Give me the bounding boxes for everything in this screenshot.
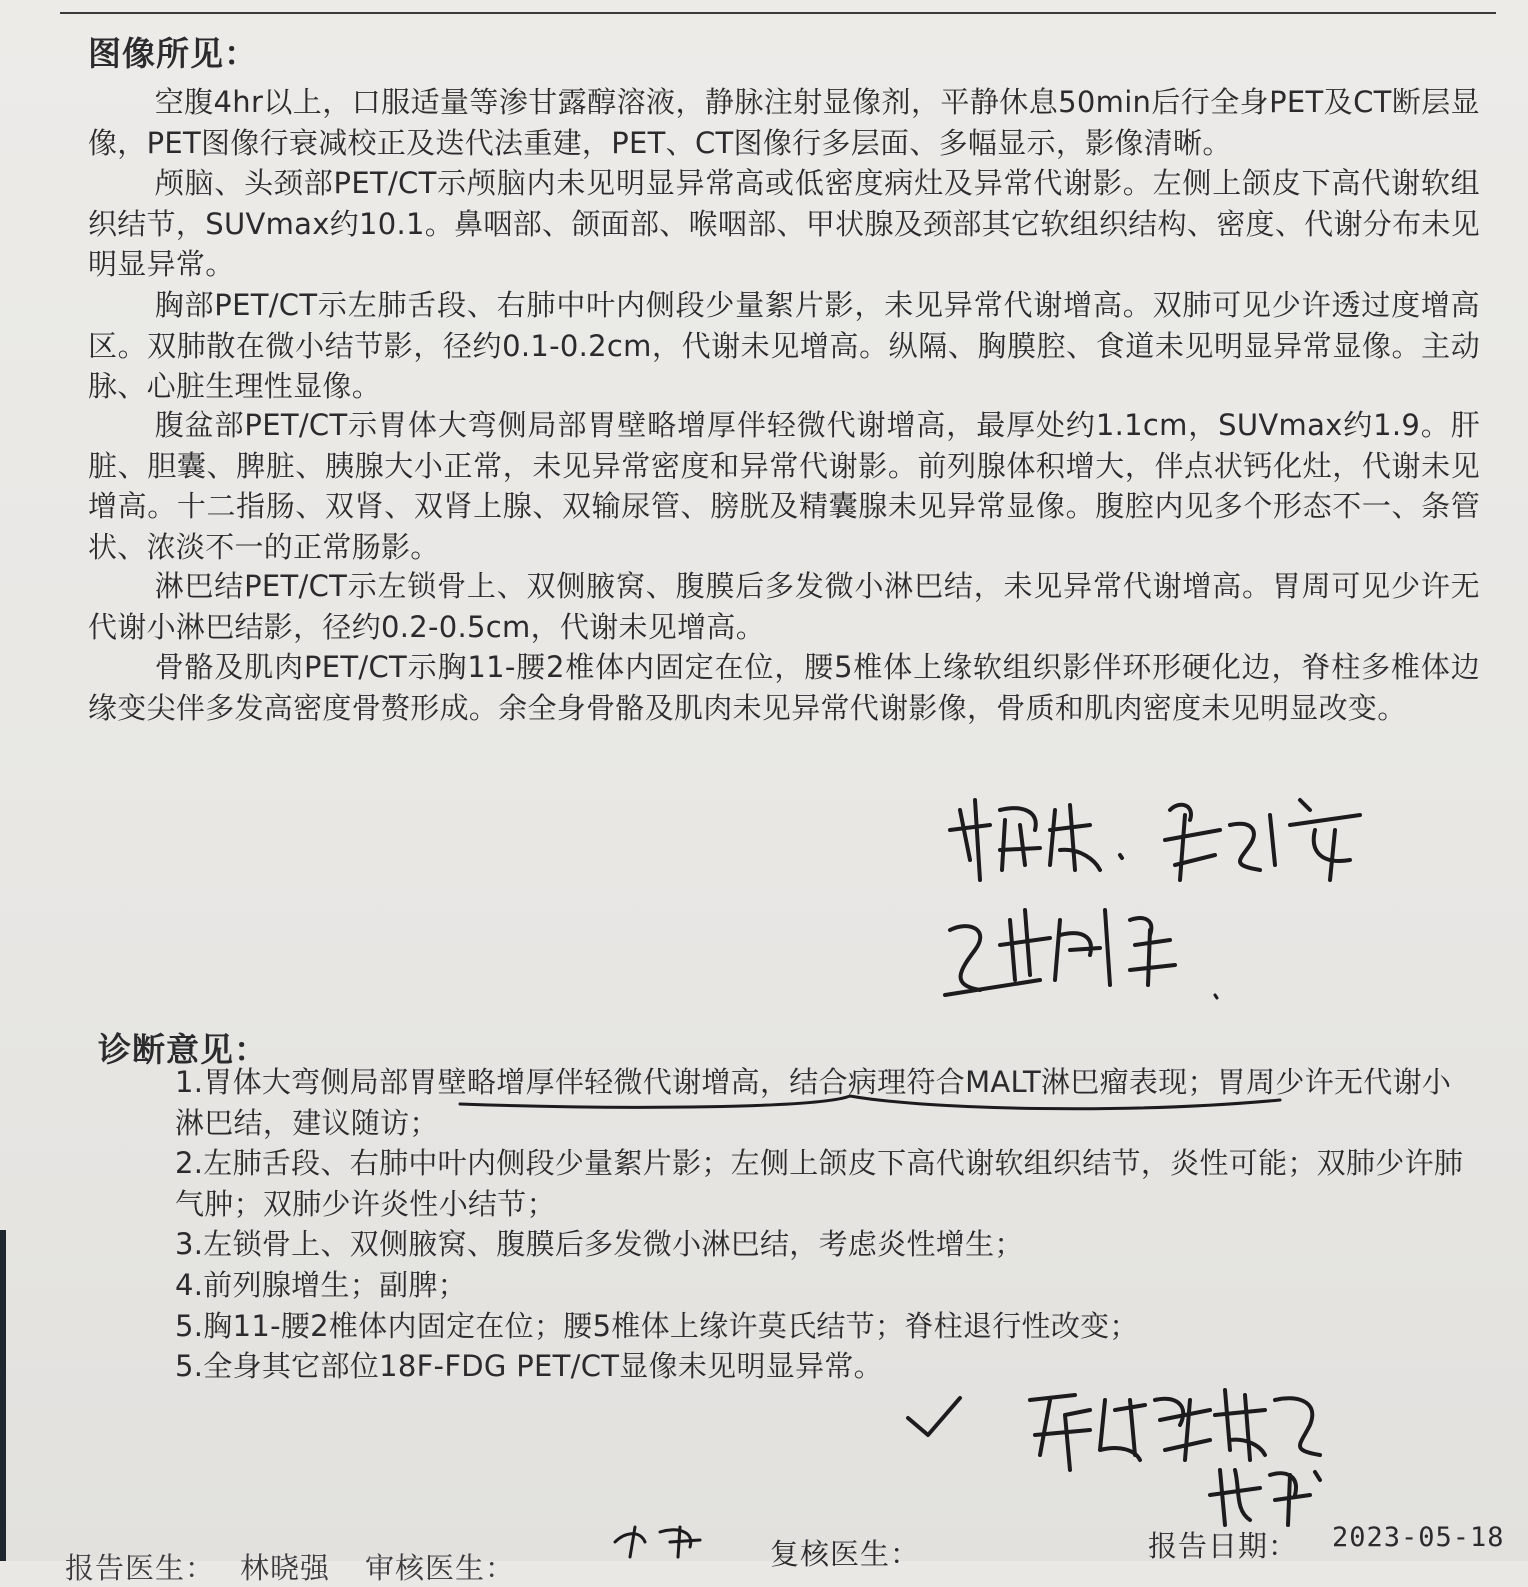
report-date: 2023-05-18 — [1332, 1522, 1505, 1553]
top-rule — [60, 12, 1496, 14]
findings-paragraph-head-neck: 颅脑、头颈部PET/CT示颅脑内未见明显异常高或低密度病灶及异常代谢影。左侧上颌皮下高代谢软组织结节，SUVmax约10.1。鼻咽部、颌面部、喉咽部、甲状腺及颈部其它软组织结构、密度、代谢分布未见明显异常。 — [88, 166, 1480, 282]
diagnosis-item-4: 4.前列腺增生；副脾； — [175, 1267, 467, 1302]
review-doctor-initials — [600, 1512, 720, 1561]
handwritten-note-lower — [890, 1360, 1350, 1530]
findings-paragraph-procedure: 空腹4hr以上，口服适量等渗甘露醇溶液，静脉注射显像剂，平静休息50min后行全身PET及CT断层显像，PET图像行衰减校正及迭代法重建，PET、CT图像行多层面、多幅显示，影像清晰。 — [88, 85, 1480, 160]
handwritten-note-upper — [930, 770, 1400, 1020]
recheck-doctor-label: 复核医生： — [770, 1537, 921, 1571]
diagnosis-item-3: 3.左锁骨上、双侧腋窝、腹膜后多发微小淋巴结，考虑炎性增生； — [175, 1227, 1024, 1262]
diagnosis-item-1: 1.胃体大弯侧局部胃壁略增厚伴轻微代谢增高，结合病理符合MALT淋巴瘤表现；胃周少许无代谢小淋巴结，建议随访； — [175, 1065, 1452, 1140]
diagnosis-item-5: 5.胸11-腰2椎体内固定在位；腰5椎体上缘许莫氏结节；脊柱退行性改变； — [175, 1308, 1139, 1343]
diagnosis-item-2: 2.左肺舌段、右肺中叶内侧段少量絮片影；左侧上颌皮下高代谢软组织结节，炎性可能；双肺少许肺气肿；双肺少许炎性小结节； — [175, 1146, 1464, 1221]
findings-paragraph-bone-muscle: 骨骼及肌肉PET/CT示胸11-腰2椎体内固定在位，腰5椎体上缘软组织影伴环形硬化边，脊柱多椎体边缘变尖伴多发高密度骨赘形成。余全身骨骼及肌肉未见异常代谢影像，骨质和肌肉密度未见明显改变。 — [88, 650, 1480, 725]
findings-paragraph-chest: 胸部PET/CT示左肺舌段、右肺中叶内侧段少量絮片影，未见异常代谢增高。双肺可见少许透过度增高区。双肺散在微小结节影，径约0.1-0.2cm，代谢未见增高。纵隔、胸膜腔、食道未见明显异常显像。主动脉、心脏生理性显像。 — [88, 288, 1480, 404]
handwritten-underline — [430, 1088, 1300, 1118]
binder-edge — [0, 1230, 6, 1561]
diagnosis-item-6: 5.全身其它部位18F-FDG PET/CT显像未见明显异常。 — [175, 1349, 883, 1384]
report-doctor-name: 林晓强 — [240, 1551, 331, 1585]
findings-paragraph-lymph-nodes: 淋巴结PET/CT示左锁骨上、双侧腋窝、腹膜后多发微小淋巴结，未见异常代谢增高。胃周可见少许无代谢小淋巴结影，径约0.2-0.5cm，代谢未见增高。 — [88, 569, 1480, 644]
report-date-label: 报告日期： — [1148, 1529, 1299, 1563]
findings-heading: 图像所见： — [88, 34, 258, 73]
diagnosis-heading: 诊断意见： — [98, 1030, 268, 1069]
report-doctor-label: 报告医生： — [65, 1551, 216, 1585]
review-doctor-label: 审核医生： — [365, 1551, 516, 1585]
findings-paragraph-abdomen-pelvis: 腹盆部PET/CT示胃体大弯侧局部胃壁略增厚伴轻微代谢增高，最厚处约1.1cm，SUVmax约1.9。肝脏、胆囊、脾脏、胰腺大小正常，未见异常密度和异常代谢影。前列腺体积增大，伴点状钙化灶，代谢未见增高。十二指肠、双肾、双肾上腺、双输尿管、膀胱及精囊腺未见异常显像。腹腔内见多个形态不一、条管状、浓淡不一的正常肠影。 — [88, 408, 1480, 564]
